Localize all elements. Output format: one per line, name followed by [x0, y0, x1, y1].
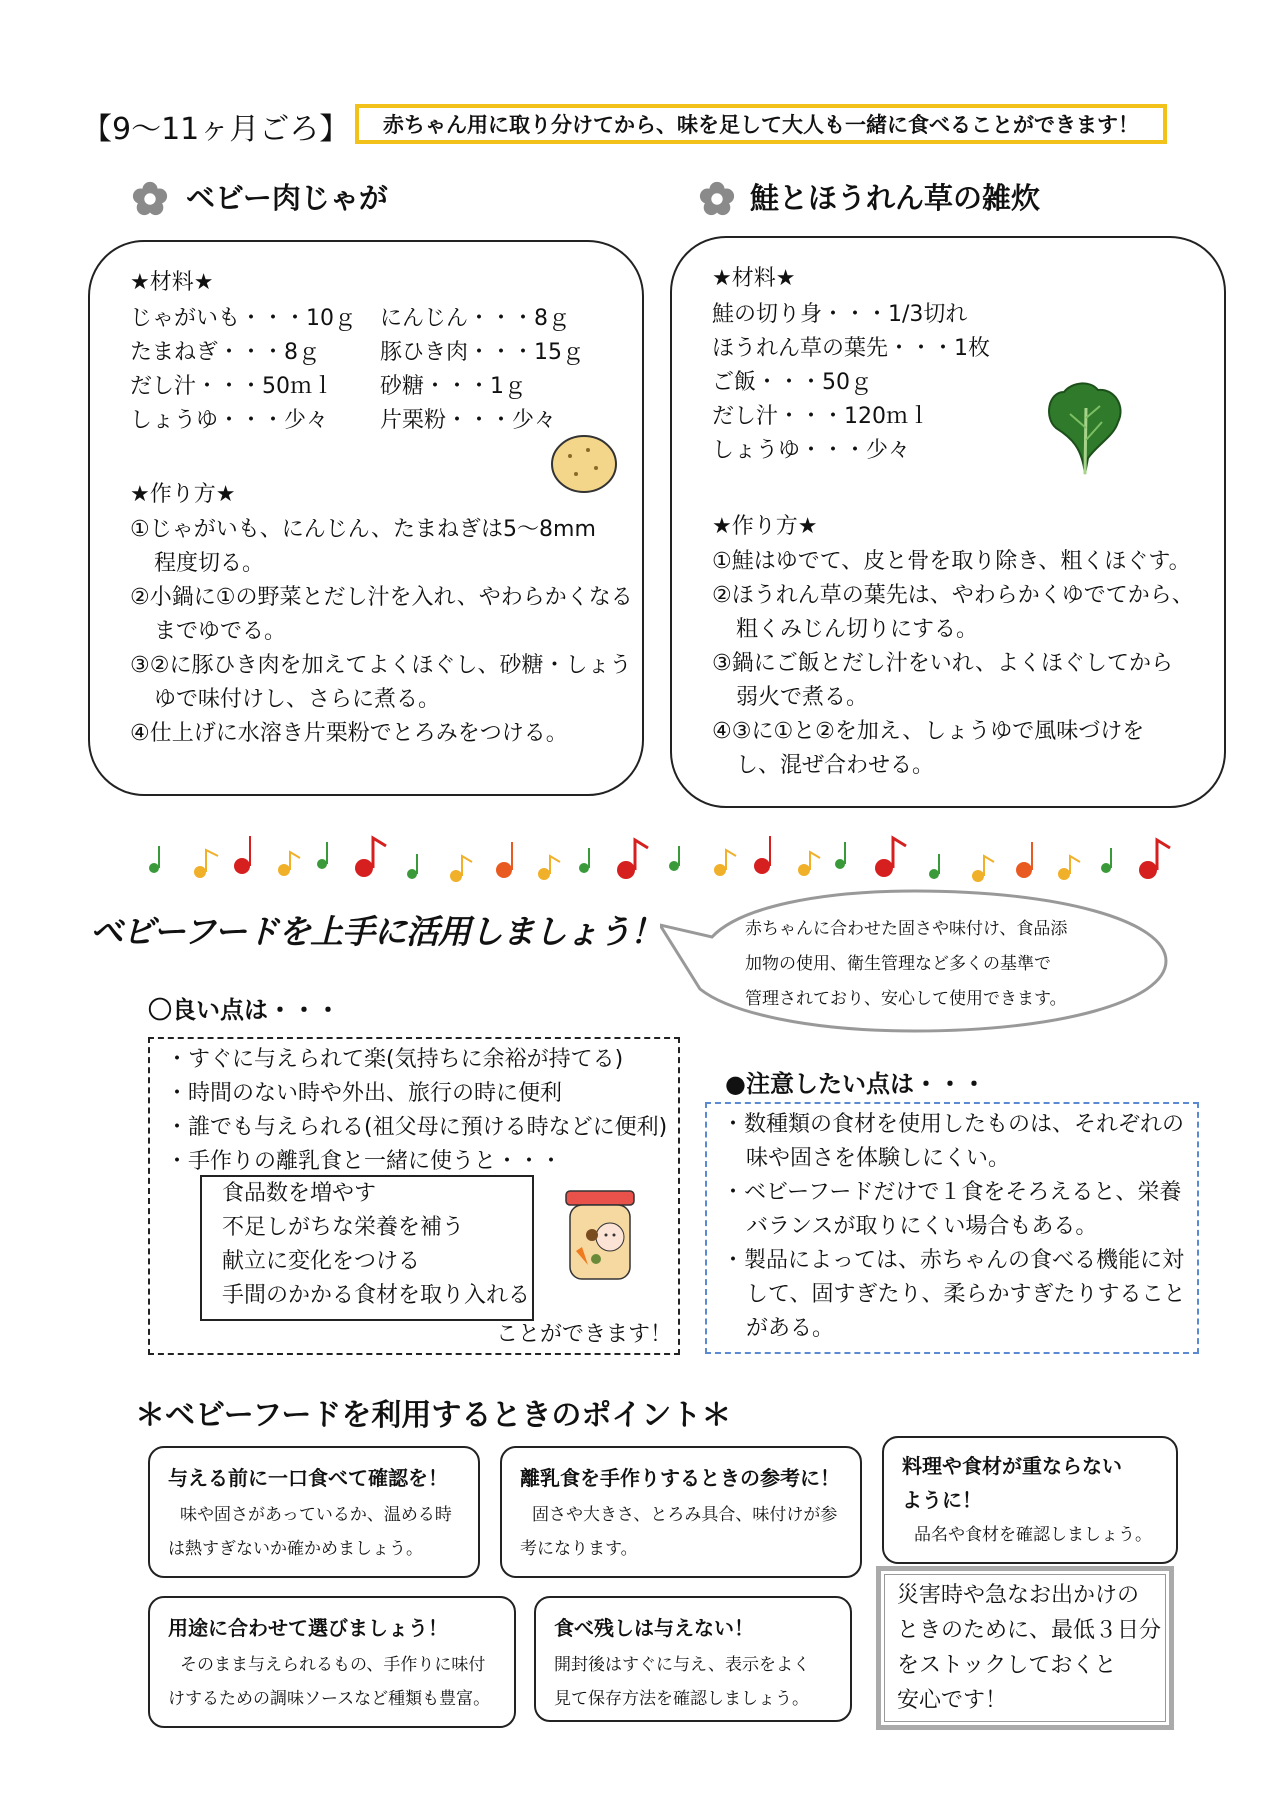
- flower-icon: [131, 180, 169, 218]
- recipe2-steps: [712, 545, 1194, 783]
- points-title: ＊ベビーフードを利用するときのポイント＊: [135, 1398, 732, 1433]
- step-line: ゆで味付けし、さらに煮る。: [154, 687, 441, 712]
- list-item: して、固すぎたり、柔らかすぎたりすること: [746, 1282, 1186, 1307]
- step-line: ①鮭はゆでて、皮と骨を取り除き、粗くほぐす。: [712, 549, 1191, 574]
- caution-list: [722, 1108, 1186, 1346]
- point-text: 考になります。: [520, 1539, 638, 1559]
- point-text: 開封後はすぐに与え、表示をよく: [554, 1655, 811, 1675]
- music-notes-divider: [140, 828, 1180, 888]
- recipe2-title: 鮭とほうれん草の雑炊: [750, 181, 1041, 215]
- step-line: 弱火で煮る。: [736, 685, 869, 710]
- list-item: ・誰でも与えられる(祖父母に預ける時などに便利): [166, 1115, 668, 1140]
- step-line: し、混ぜ合わせる。: [736, 753, 935, 778]
- spinach-icon: [1042, 378, 1128, 478]
- recipe1-ingredients-label: ★材料★: [130, 270, 214, 295]
- good-points-heading: 〇良い点は・・・: [148, 996, 340, 1024]
- step-line: ①じゃがいも、にんじん、たまねぎは5～8mm: [130, 517, 596, 542]
- list-item: 手間のかかる食材を取り入れる: [222, 1283, 531, 1308]
- list-item: ・ベビーフードだけで１食をそろえると、栄養: [722, 1180, 1182, 1205]
- recipe2-ingredients-label: ★材料★: [712, 266, 796, 291]
- list-item: 献立に変化をつける: [222, 1249, 421, 1274]
- ingredient-line: しょうゆ・・・少々: [712, 438, 911, 463]
- step-line: 粗くみじん切りにする。: [736, 617, 979, 642]
- ingredient-line: ご飯・・・50ｇ: [712, 370, 872, 395]
- list-item: がある。: [746, 1316, 835, 1341]
- point-title: ように！: [902, 1488, 982, 1512]
- list-item: ・数種類の食材を使用したものは、それぞれの: [722, 1112, 1185, 1137]
- recipe1-steps-label: ★作り方★: [130, 482, 236, 507]
- recipe1-title: ベビー肉じゃが: [186, 181, 388, 215]
- point-title: 与える前に一口食べて確認を！: [168, 1466, 448, 1490]
- step-line: 程度切る。: [154, 551, 265, 576]
- point-card: [500, 1446, 862, 1578]
- recipe1-ingredients: [130, 302, 584, 438]
- recipe2-ingredients: [712, 298, 990, 468]
- point-title: 離乳食を手作りするときの参考に！: [520, 1466, 840, 1490]
- point-card: [148, 1446, 480, 1578]
- point-card: [148, 1596, 516, 1728]
- disaster-line: 災害時や急なお出かけの: [897, 1583, 1140, 1608]
- list-item: ・時間のない時や外出、旅行の時に便利: [166, 1081, 563, 1106]
- potato-icon: [548, 430, 620, 498]
- point-text: そのまま与えられるもの、手作りに味付: [180, 1655, 486, 1675]
- recipe2-steps-label: ★作り方★: [712, 514, 818, 539]
- step-line: までゆでる。: [154, 619, 287, 644]
- list-item: 不足しがちな栄養を補う: [222, 1215, 465, 1240]
- list-item: 味や固さを体験しにくい。: [746, 1146, 1011, 1171]
- point-title: 食べ残しは与えない！: [554, 1616, 754, 1640]
- point-text: 味や固さがあっているか、温める時: [180, 1505, 452, 1525]
- step-line: ④③に①と②を加え、しょうゆで風味づけを: [712, 719, 1145, 744]
- step-line: ②小鍋に①の野菜とだし汁を入れ、やわらかくなる: [130, 585, 633, 610]
- handmade-benefits-list: [222, 1177, 530, 1313]
- ingredient-row: しょうゆ・・・少々 片栗粉・・・少々: [130, 408, 557, 433]
- disaster-note: [884, 1574, 1166, 1722]
- point-text: 品名や食材を確認しましょう。: [914, 1525, 1152, 1545]
- banner-message: 赤ちゃん用に取り分けてから、味を足して大人も一緒に食べることができます！: [355, 104, 1167, 144]
- ingredient-row: だし汁・・・50ｍｌ 砂糖・・・1ｇ: [130, 374, 526, 399]
- disaster-line: ときのために、最低３日分: [897, 1618, 1162, 1643]
- point-text: 固さや大きさ、とろみ具合、味付けが参: [532, 1505, 838, 1525]
- disaster-line: をストックしておくと: [897, 1653, 1117, 1678]
- list-item: バランスが取りにくい場合もある。: [746, 1214, 1098, 1239]
- point-card: [882, 1436, 1178, 1564]
- music-note-icon: [149, 836, 1170, 882]
- point-title: 料理や食材が重ならない: [902, 1454, 1122, 1478]
- point-text: 見て保存方法を確認しましょう。: [554, 1689, 809, 1709]
- ingredient-line: だし汁・・・120ｍｌ: [712, 404, 930, 429]
- ingredient-line: 鮭の切り身・・・1/3切れ: [712, 302, 968, 327]
- good-points-end: ことができます！: [496, 1322, 673, 1347]
- step-line: ②ほうれん草の葉先は、やわらかくゆでてから、: [712, 583, 1194, 608]
- list-item: ・手作りの離乳食と一緒に使うと・・・: [166, 1149, 563, 1174]
- point-title: 用途に合わせて選びましょう！: [168, 1616, 448, 1640]
- disaster-line: 安心です！: [897, 1688, 1008, 1713]
- ingredient-line: ほうれん草の葉先・・・1枚: [712, 336, 990, 361]
- step-line: ③②に豚ひき肉を加えてよくほぐし、砂糖・しょう: [130, 653, 632, 678]
- point-card: [534, 1596, 852, 1722]
- good-points-list: [166, 1043, 667, 1179]
- ingredient-row: たまねぎ・・・8ｇ 豚ひき肉・・・15ｇ: [130, 340, 584, 365]
- list-item: ・製品によっては、赤ちゃんの食べる機能に対: [722, 1248, 1185, 1273]
- age-heading: 【9～11ヶ月ごろ】: [82, 112, 350, 147]
- list-item: ・すぐに与えられて楽(気持ちに余裕が持てる): [166, 1047, 624, 1072]
- recipe1-steps: [130, 513, 633, 751]
- babyfood-jar-icon: [560, 1185, 640, 1285]
- point-text: は熱すぎないか確かめましょう。: [168, 1539, 423, 1559]
- step-line: ④仕上げに水溶き片栗粉でとろみをつける。: [130, 721, 568, 746]
- bubble-text: 赤ちゃんに合わせた固さや味付け、食品添 加物の使用、衛生管理など多くの基準で 管理されており、安心して使用できます。: [745, 919, 1068, 1009]
- point-text: けするための調味ソースなど種類も豊富。: [168, 1689, 491, 1709]
- step-line: ③鍋にご飯とだし汁をいれ、よくほぐしてから: [712, 651, 1174, 676]
- caution-heading: ●注意したい点は・・・: [725, 1070, 986, 1098]
- babyfood-title: ベビーフードを上手に活用しましょう！: [90, 912, 663, 951]
- list-item: 食品数を増やす: [222, 1181, 377, 1206]
- ingredient-row: じゃがいも・・・10ｇ にんじん・・・8ｇ: [130, 306, 570, 331]
- flower-icon: [698, 180, 736, 218]
